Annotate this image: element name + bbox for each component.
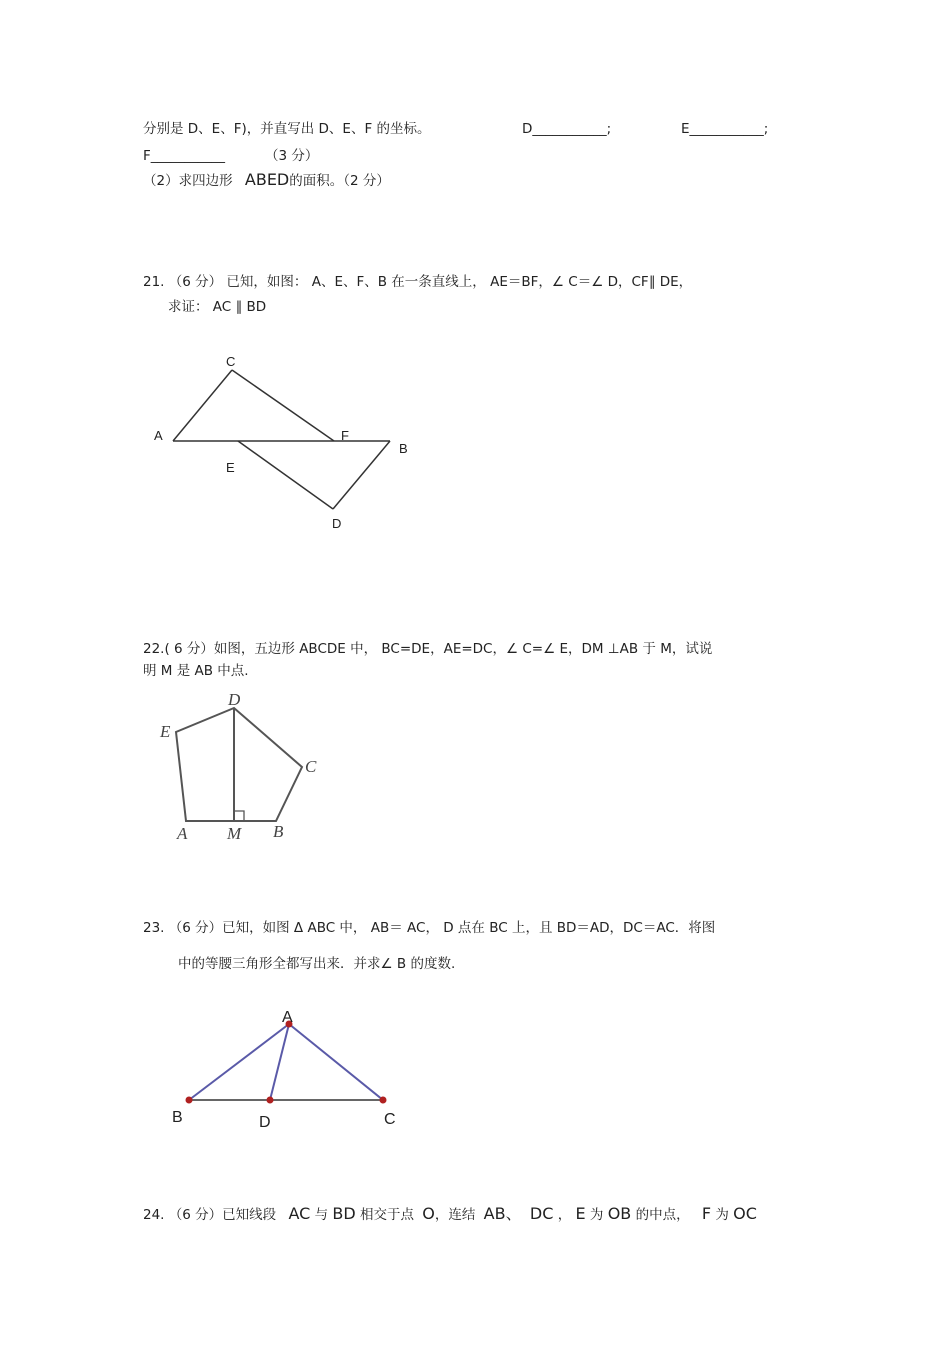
label-c: C xyxy=(226,354,236,369)
d-blank: D___________; xyxy=(522,121,612,137)
q21-line1: 21. （6 分） 已知，如图： A、E、F、B 在一条直线上， AE＝BF，∠ C＝∠ D，CF∥ DE， xyxy=(143,274,693,290)
label-c: C xyxy=(305,757,317,776)
label-e: E xyxy=(160,722,171,741)
coordinate-instruction: 分别是 D、E、F)，并直写出 D、E、F 的坐标。 xyxy=(143,121,431,137)
segment-ab xyxy=(189,1024,289,1100)
label-e: E xyxy=(226,460,235,475)
label-a: A xyxy=(282,1009,293,1026)
label-d: D xyxy=(259,1114,271,1131)
e-blank: E___________; xyxy=(681,121,769,137)
right-angle-mark xyxy=(234,811,244,821)
pentagon-abcde xyxy=(176,708,302,821)
score-3: （3 分） xyxy=(265,148,319,164)
quad-name: ABED xyxy=(244,170,290,189)
q22-line1: 22.( 6 分）如图，五边形 ABCDE 中， BC=DE，AE=DC，∠ C=∠ E，DM ⊥AB 于 M，试说 xyxy=(143,641,713,657)
top-line1 xyxy=(143,120,431,138)
q21-figure xyxy=(140,345,430,545)
segment-ed xyxy=(238,441,333,509)
label-d: D xyxy=(228,690,241,709)
label-d: D xyxy=(332,516,342,531)
f-blank: F___________ xyxy=(143,148,226,164)
q23-line1: 23. （6 分）已知，如图 Δ ABC 中， AB＝ AC， D 点在 BC 上，且 BD＝AD，DC＝AC．将图 xyxy=(143,920,716,936)
point-c xyxy=(380,1097,387,1104)
label-b: B xyxy=(273,822,284,841)
q23-line2: 中的等腰三角形全都写出来．并求∠ B 的度数. xyxy=(178,956,456,972)
segment-ac xyxy=(173,370,232,441)
label-b: B xyxy=(399,441,408,456)
q22-figure xyxy=(150,688,340,848)
segment-ac xyxy=(289,1024,383,1100)
label-a: A xyxy=(154,428,163,443)
label-b: B xyxy=(172,1109,183,1126)
q22-line2: 明 M 是 AB 中点. xyxy=(143,663,249,679)
segment-bd xyxy=(333,441,390,509)
label-c: C xyxy=(384,1111,396,1128)
point-d xyxy=(267,1097,274,1104)
question-2: （2）求四边形 ABED的面积。（2 分） xyxy=(143,170,390,189)
label-a: A xyxy=(177,824,188,843)
label-m: M xyxy=(227,824,242,843)
label-f: F xyxy=(341,428,349,443)
segment-cf xyxy=(232,370,334,441)
point-b xyxy=(186,1097,193,1104)
q23-figure xyxy=(160,1000,420,1140)
q24-line1: 24. （6 分）已知线段 AC 与 BD 相交于点 O，连结 AB、 DC ， E 为 OB 的中点， F 为 OC xyxy=(143,1204,757,1223)
q21-line2: 求证： AC ∥ BD xyxy=(168,299,267,315)
